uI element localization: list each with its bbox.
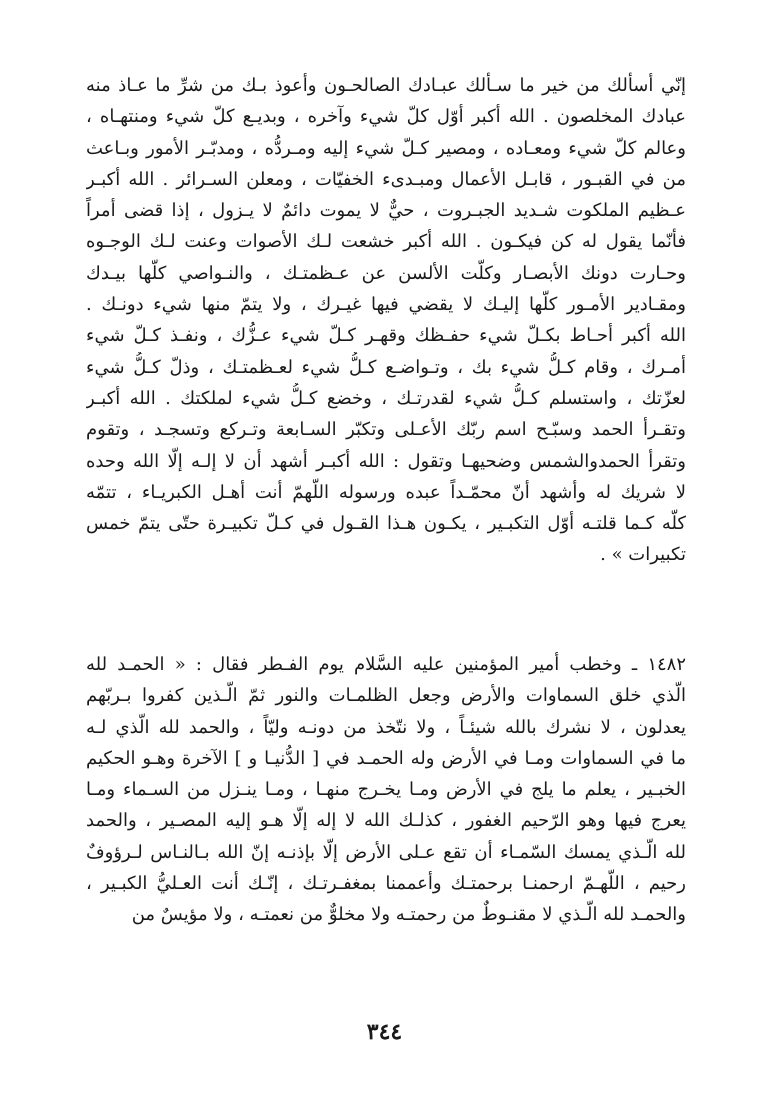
text-line: وتقرأ الحمدوالشمس وضحيهـا وتقول : الله أكبـر أشهد أن لا إلـه إلّا الله وحده — [86, 450, 686, 472]
text-line: الّذي خلق السماوات والأرض وجعل الظلمـات والنور ثمّ الّـذين كفروا بـربّهم — [86, 685, 686, 707]
text-line: ومقـادير الأمـور كلّها إليـك لا يقضي فيها غيـرك ، ولا يتمّ منها شيء دونـك . — [86, 294, 686, 316]
text-line: والحمـد لله الّـذي لا مقنـوطٌ من رحمتـه ولا مخلوٌّ من نعمتـه ، ولا مؤيسٌ من — [131, 904, 686, 926]
text-line: تكبيرات » . — [600, 544, 686, 566]
paragraph-prayer-takbir — [86, 70, 686, 571]
text-line: رحيم ، اللّهـمّ ارحمنـا برحمتـك وأعممنا بمغفـرتـك ، إنّـك أنت العـليُّ الكبـير ، — [86, 873, 686, 895]
text-line: الله أكبر أحـاط بكـلّ شيء حفـظك وقهـر كـلّ شيء عـزُّك ، ونفـذ كـلّ شيء — [86, 325, 686, 347]
text-line: ما في السماوات ومـا في الأرض وله الحمـد في [ الدُّنيـا و ] الآخرة وهـو الحكيم — [86, 747, 686, 769]
paragraph-hadith-1482 — [86, 649, 686, 931]
text-line: من في القبـور ، قابـل الأعمال ومبـدىء الخفيّات ، ومعلن السـرائر . الله أكبـر — [86, 168, 686, 190]
text-line: يعدلون ، لا نشرك بالله شيئـاً ، ولا نتّخذ من دونـه وليّاً ، والحمد لله الّذي لـه — [86, 716, 686, 738]
text-line: كلّه كـما قلتـه أوّل التكبـير ، يكـون هـذا القـول في كـلّ تكبيـرة حتّى يتمّ خمس — [86, 513, 686, 535]
text-line: أمـرك ، وقام كـلُّ شيء بك ، وتـواضـع كـلُّ شيء لعـظمتـك ، وذلّ كـلُّ شيء — [86, 356, 686, 378]
text-line: الخبـير ، يعلم ما يلج في الأرض ومـا يخـرج منهـا ، ومـا ينـزل من السـماء ومـا — [86, 779, 686, 801]
text-line: لله الّـذي يمسك السّمـاء أن تقع عـلى الأرض إلّا بإذنـه إنّ الله بـالنـاس لـرؤوفٌ — [86, 841, 686, 863]
text-line: عبادك المخلصون . الله أكبر أوّل كلّ شيء وآخره ، وبديـع كلّ شيء ومنتهـاه ، — [86, 106, 686, 128]
page-number: ٣٤٤ — [366, 1019, 403, 1045]
text-line: وتقـرأ الحمد وسبّـح اسم ربّك الأعـلى وتكبّر السـابعة وتـركع وتسجـد ، وتقوم — [86, 419, 686, 441]
text-line: فأنّما يقول له كن فيكـون . الله أكبر خشعت لـك الأصوات وعنت لـك الوجـوه — [86, 231, 686, 253]
text-line: عـظيم الملكوت شـديد الجبـروت ، حيٌّ لا يموت دائمٌ لا يـزول ، إذا قضى أمراً — [86, 200, 686, 222]
text-line: ١٤٨٢ ـ وخطب أمير المؤمنين عليه السَّلام يوم الفـطر فقال : « الحمـد لله — [86, 654, 686, 675]
text-line: إنّي أسألك من خير ما سـألك عبـادك الصالحـون وأعوذ بـك من شرِّ ما عـاذ منه — [86, 75, 686, 96]
text-line: لا شريك له وأشهد أنّ محمّـداً عبده ورسوله اللّهمّ أنت أهـل الكبريـاء ، تتمّه — [86, 481, 686, 503]
text-line: يعرج فيها وهو الرّحيم الغفور ، كذلـك الله لا إله إلّا هـو إليه المصـير ، والحمد — [86, 810, 686, 832]
text-line: وحـارت دونك الأبصـار وكلّت الألسن عن عـظمتـك ، والنـواصي كلّها بيـدك — [86, 262, 686, 284]
text-line: وعالم كلّ شيء ومعـاده ، ومصير كـلّ شيء إليه ومـردُّه ، ومدبّـر الأمور وبـاعث — [86, 137, 686, 159]
text-line: لعزّتك ، واستسلم كـلُّ شيء لقدرتـك ، وخضع كـلُّ شيء لملكتك . الله أكبـر — [86, 387, 686, 409]
